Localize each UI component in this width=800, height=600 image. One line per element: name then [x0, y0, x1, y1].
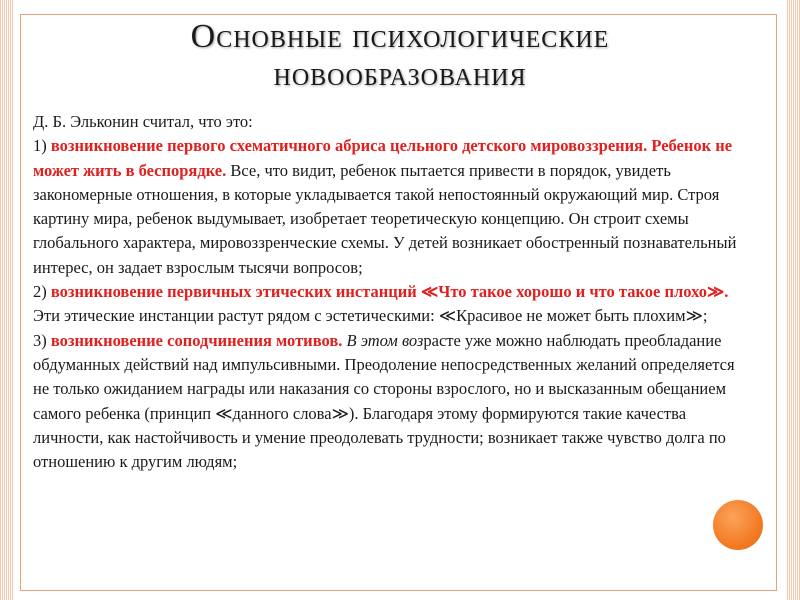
slide-body — [33, 110, 745, 474]
right-decorative-stripe — [787, 0, 800, 600]
orange-circle-decoration — [713, 500, 763, 550]
item-2-highlight: возникновение первичных этических инстанций ≪Что такое хорошо и что такое плохо≫. — [50, 282, 729, 302]
item-3-italic: В этом воз — [346, 330, 424, 350]
item-3-highlight: возникновение соподчинения мотивов. — [50, 330, 343, 350]
list-item-2 — [33, 280, 745, 329]
item-2-text: Эти этические инстанции растут рядом с эстетическими: ≪Красивое не может быть плохим≫; — [33, 306, 708, 326]
intro-text: Д. Б. Эльконин считал, что это: — [33, 112, 253, 131]
item-3-text: расте уже можно наблюдать преобладание обдуманных действий над импульсивными. Преодоление непосредственных желаний определяется не только ожиданием награды или наказания со стороны взрослого, но и высказанным обещанием самого ребенка (принцип ≪данного слова≫). Благодаря этому формируются такие качества личности, как настойчивость и умение преодолевать трудности; возникает также чувство долга по отношению к другим людям; — [33, 330, 735, 472]
title-line-2: новообразования — [273, 56, 527, 93]
item-1-highlight: возникновение первого схематичного абриса цельного детского мировоззрения. Ребенок не может жить в беспорядке. — [33, 136, 733, 180]
list-item-3 — [33, 329, 745, 475]
slide-title — [60, 18, 740, 94]
item-3-number: 3) — [33, 330, 51, 350]
item-1-text: Все, что видит, ребенок пытается привести в порядок, увидеть закономерные отношения, в которые укладывается такой непостоянный окружающий мир. Строя картину мира, ребенок выдумывает, изобретает теоретическую концепцию. Он строит схемы глобального характера, мировоззренческие схемы. У детей возникает обостренный познавательный интерес, он задает взрослым тысячи вопросов; — [33, 160, 737, 277]
item-2-number: 2) — [33, 282, 51, 302]
list-item-1 — [33, 134, 745, 280]
item-1-number: 1) — [33, 136, 51, 156]
left-decorative-stripe — [0, 0, 13, 600]
title-line-1: Основные психологические — [190, 18, 610, 55]
